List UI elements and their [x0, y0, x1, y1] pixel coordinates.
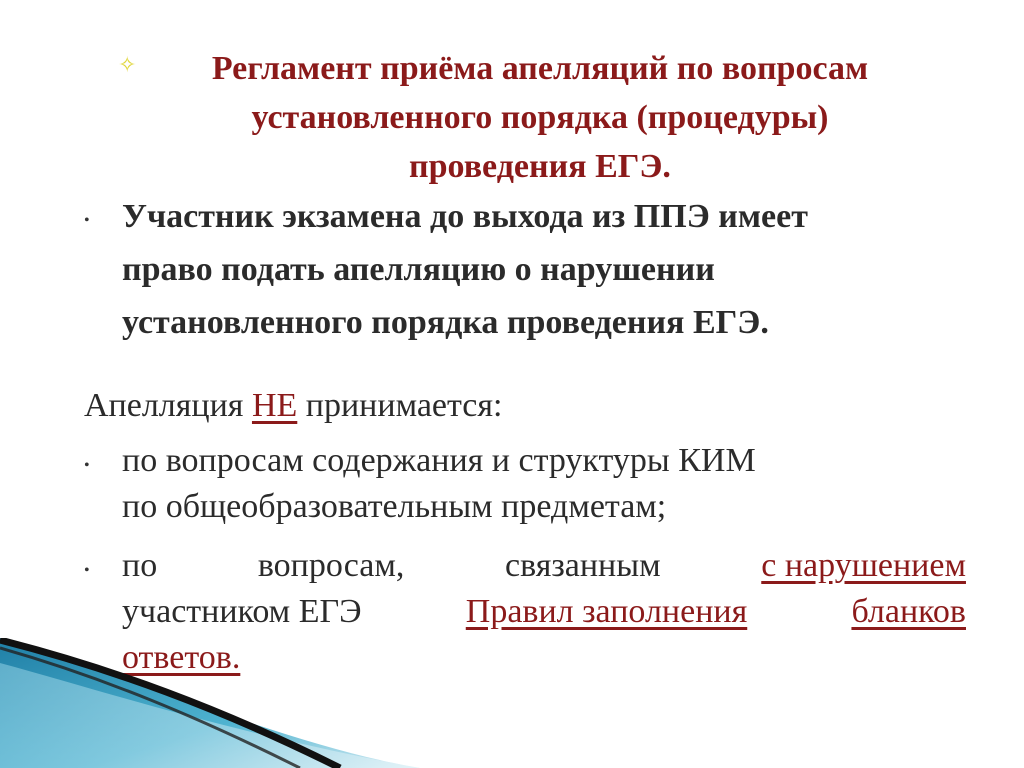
- corner-wave-decoration: [0, 638, 420, 768]
- participant-text: участником ЕГЭ: [122, 593, 362, 630]
- list-item-content: [122, 438, 756, 530]
- list-item-line: [122, 543, 966, 589]
- title-line: установленного порядка (процедуры): [251, 99, 829, 136]
- appeal-negation: НЕ: [251, 387, 298, 424]
- appeal-prefix: Апелляция: [84, 387, 244, 424]
- bullet-dot-icon: •: [84, 212, 90, 229]
- participant-paragraph: [122, 190, 808, 349]
- list-item-line: по общеобразовательным предметам;: [122, 488, 667, 525]
- slide-title: [120, 44, 960, 191]
- title-line: Регламент приёма апелляций по вопросам: [211, 50, 869, 87]
- diamond-sparkle-icon: ✧: [118, 52, 137, 77]
- forms-link[interactable]: бланков: [851, 593, 966, 630]
- list-item-line: [122, 589, 966, 635]
- list-item-line: по вопросам содержания и структуры КИМ: [122, 442, 756, 479]
- appeal-suffix: принимается:: [305, 387, 503, 424]
- appeal-heading: [84, 383, 502, 429]
- title-line: проведения ЕГЭ.: [409, 148, 671, 185]
- word: по: [122, 547, 158, 584]
- paragraph-line: Участник экзамена до выхода из ППЭ имеет: [122, 198, 808, 235]
- rules-link[interactable]: Правил заполнения: [465, 593, 748, 630]
- word: вопросам,: [257, 547, 405, 584]
- paragraph-line: установленного порядка проведения ЕГЭ.: [122, 304, 769, 341]
- bullet-dot-icon: •: [84, 457, 90, 474]
- violation-link[interactable]: с нарушением: [761, 547, 966, 584]
- word: связанным: [505, 547, 661, 584]
- paragraph-line: право подать апелляцию о нарушении: [122, 251, 715, 288]
- answers-link[interactable]: ответов.: [122, 639, 241, 676]
- bullet-dot-icon: •: [84, 562, 90, 579]
